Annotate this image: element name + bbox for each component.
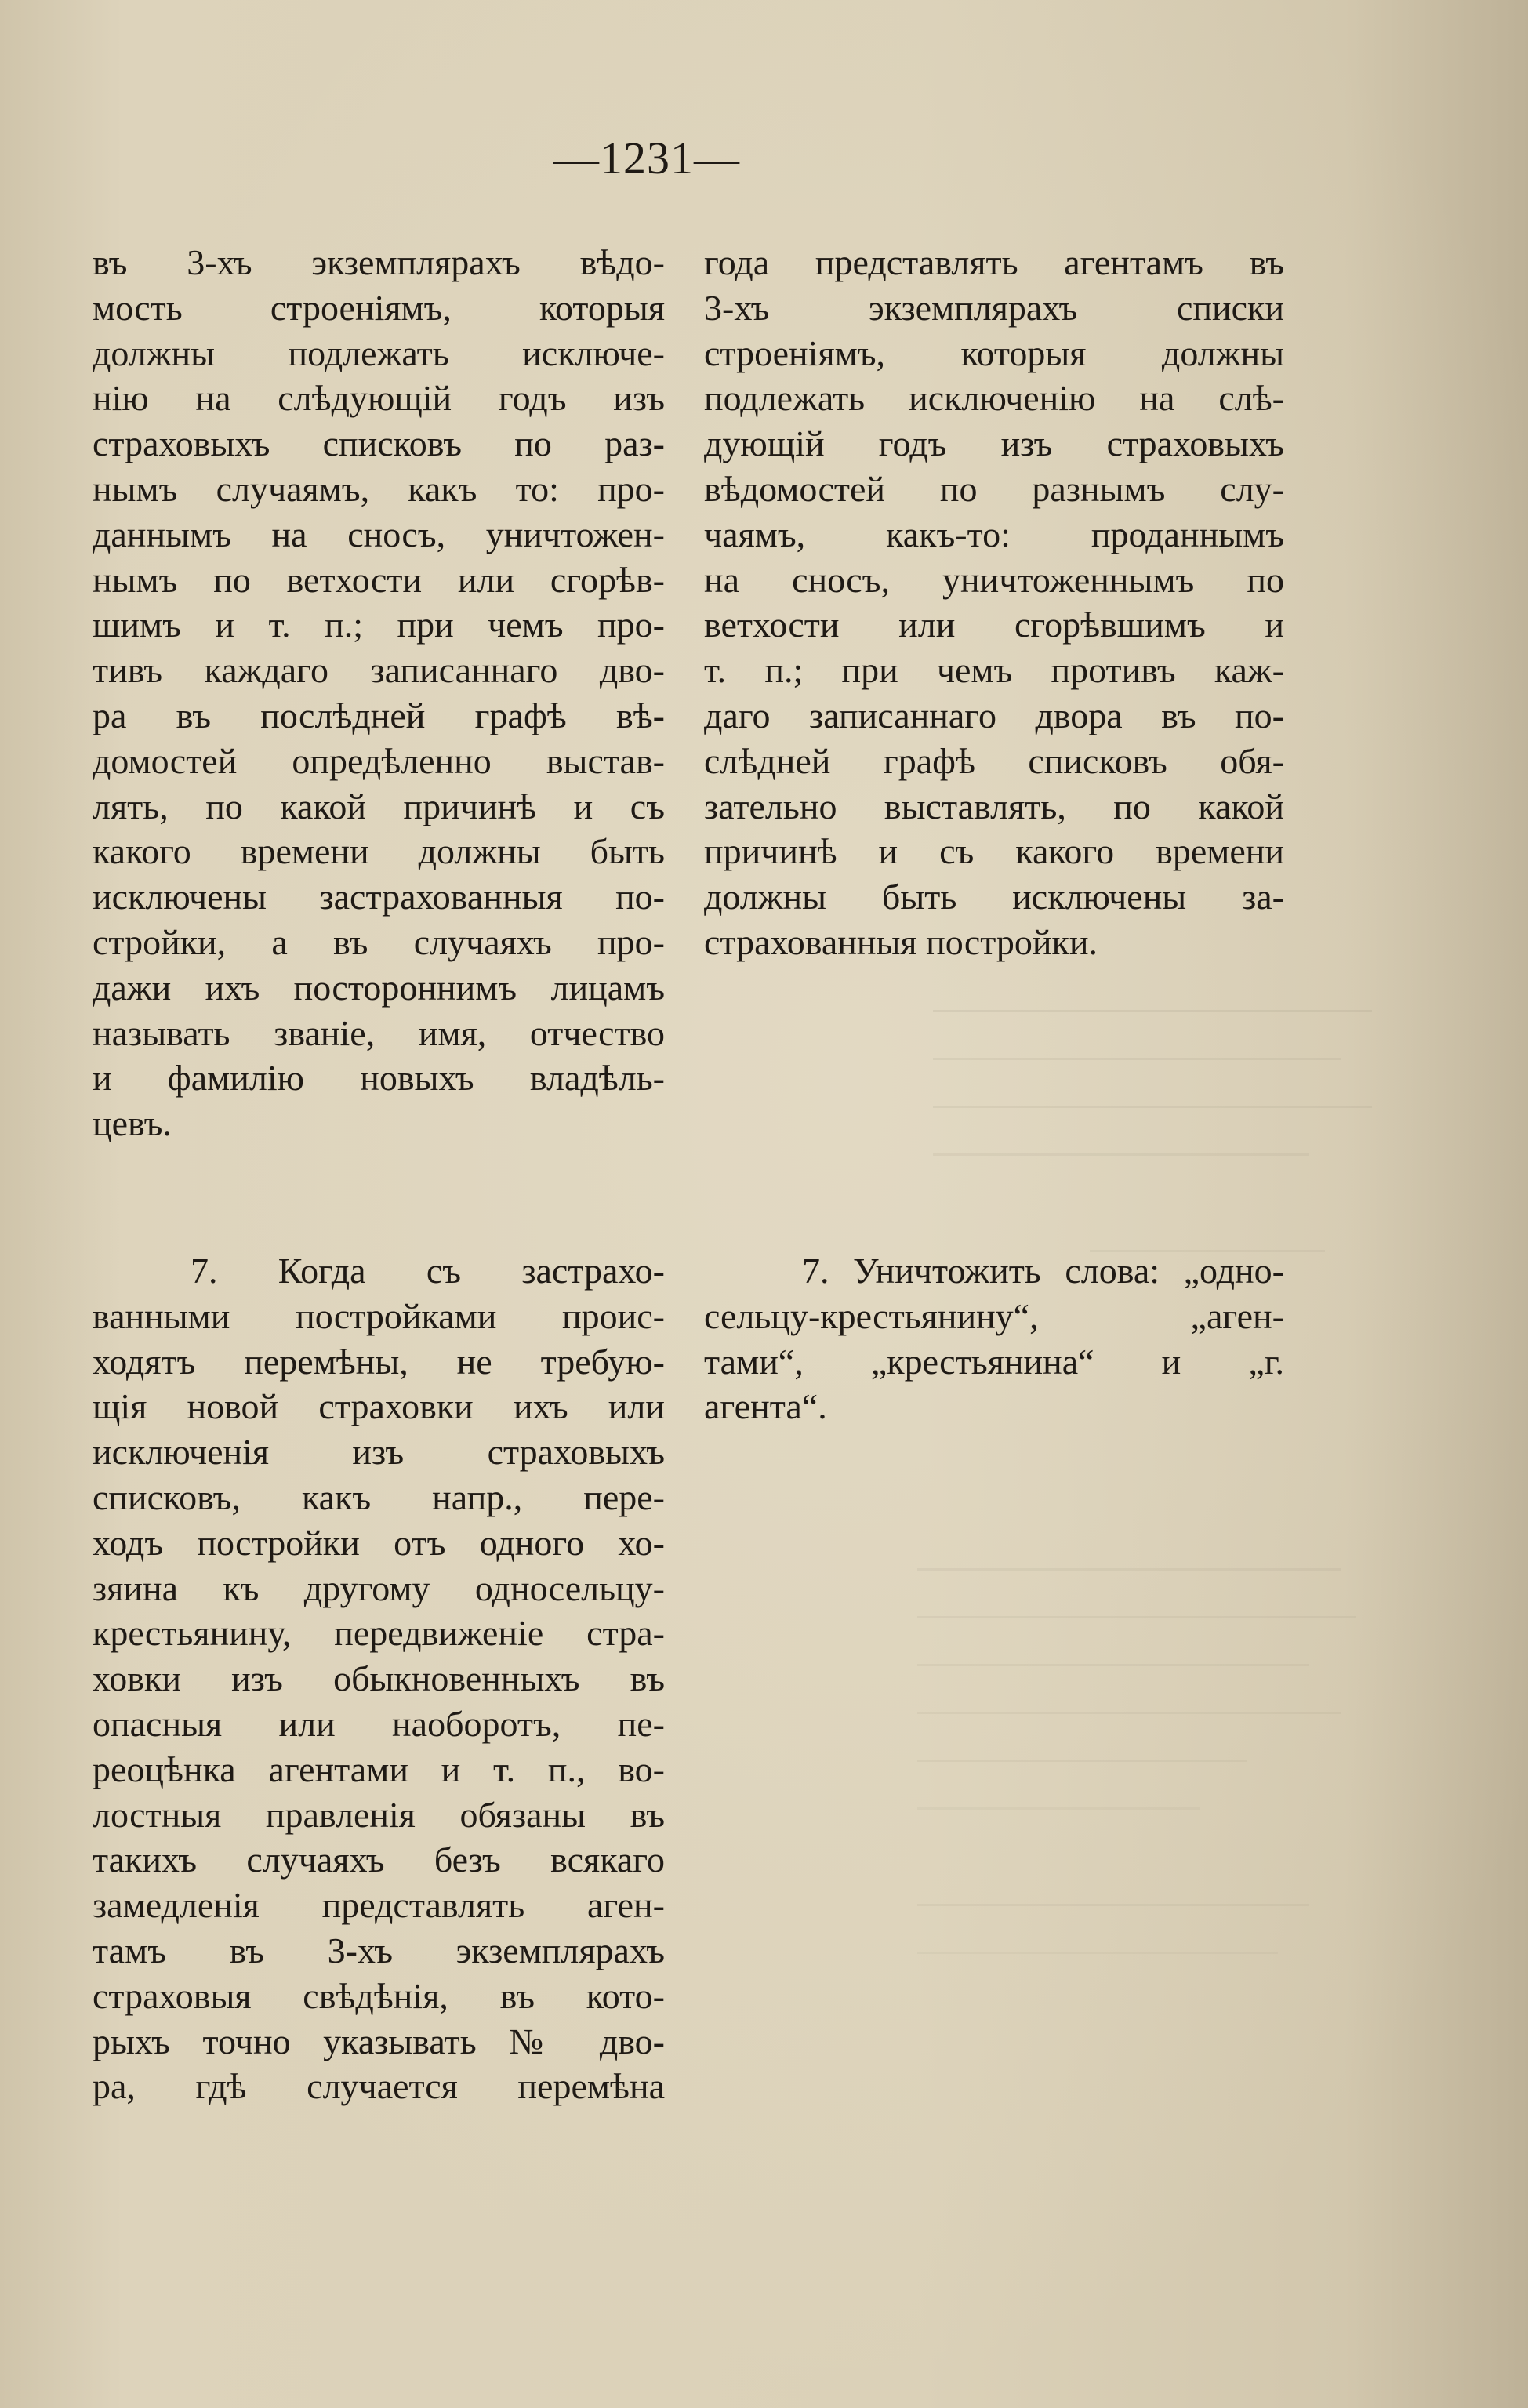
text-line: какого времени должны быть xyxy=(93,831,665,872)
text-line: ванными постройками проис- xyxy=(93,1295,665,1336)
text-line: реоцѣнка агентами и т. п., во- xyxy=(93,1749,665,1789)
text-line: стройки, а въ случаяхъ про- xyxy=(93,921,665,962)
left-paragraph-1 xyxy=(93,240,665,1146)
text-line: т. п.; при чемъ противъ каж- xyxy=(704,650,1284,691)
text-line: ра въ послѣдней графѣ вѣ- xyxy=(93,695,665,735)
text-line: рыхъ точно указывать № дво- xyxy=(93,2021,665,2061)
text-line: замедленія представлять аген- xyxy=(93,1885,665,1926)
text-line: списковъ, какъ напр., пере- xyxy=(93,1476,665,1517)
text-line: ра, гдѣ случается перемѣна xyxy=(93,2066,665,2107)
text-line: ходъ постройки отъ одного хо- xyxy=(93,1522,665,1563)
text-line: 7. Уничтожить слова: „одно- xyxy=(802,1251,1284,1291)
right-paragraph-2 xyxy=(704,1248,1284,1429)
text-line: опасныя или наоборотъ, пе- xyxy=(93,1703,665,1744)
text-line: исключенія изъ страховыхъ xyxy=(93,1432,665,1473)
text-line: исключены застрахованныя по- xyxy=(93,877,665,917)
text-line: даннымъ на сносъ, уничтожен- xyxy=(93,514,665,554)
text-line: нымъ случаямъ, какъ то: про- xyxy=(93,468,665,509)
text-line: шимъ и т. п.; при чемъ про- xyxy=(93,605,665,645)
text-line: лять, по какой причинѣ и съ xyxy=(93,786,665,826)
text-line: должны подлежать исключе- xyxy=(93,332,665,373)
text-line: 3-хъ экземплярахъ списки xyxy=(704,287,1284,328)
text-line: лостныя правленія обязаны въ xyxy=(93,1794,665,1835)
text-line: ходятъ перемѣны, не требую- xyxy=(93,1341,665,1382)
text-line: слѣдней графѣ списковъ обя- xyxy=(704,740,1284,781)
text-line: ветхости или сгорѣвшимъ и xyxy=(704,605,1284,645)
text-line: и фамилію новыхъ владѣль- xyxy=(93,1058,665,1099)
text-line: даго записаннаго двора въ по- xyxy=(704,695,1284,735)
text-line: домостей опредѣленно выстав- xyxy=(93,740,665,781)
text-line: въ 3-хъ экземплярахъ вѣдо- xyxy=(93,242,665,282)
text-line: называть званіе, имя, отчество xyxy=(93,1012,665,1053)
text-line: 7. Когда съ застрахо- xyxy=(191,1251,665,1291)
bleed-through-texture-lower xyxy=(917,1553,1388,2039)
text-line: страхованныя постройки. xyxy=(704,921,1098,962)
text-line: цевъ. xyxy=(93,1103,172,1144)
text-line: должны быть исключены за- xyxy=(704,877,1284,917)
text-line: агента“. xyxy=(704,1386,827,1427)
text-line: зяина къ другому односельцу- xyxy=(93,1567,665,1608)
text-line: крестьянину, передвиженіе стра- xyxy=(93,1613,665,1654)
text-line: дующій годъ изъ страховыхъ xyxy=(704,423,1284,464)
text-line: подлежать исключенію на слѣ- xyxy=(704,378,1284,419)
text-line: страховыя свѣдѣнія, въ кото- xyxy=(93,1975,665,2016)
text-line: нію на слѣдующій годъ изъ xyxy=(93,378,665,419)
text-line: щія новой страховки ихъ или xyxy=(93,1386,665,1427)
text-line: тивъ каждаго записаннаго дво- xyxy=(93,650,665,691)
text-line: чаямъ, какъ-то: проданнымъ xyxy=(704,514,1284,554)
text-line: дажи ихъ постороннимъ лицамъ xyxy=(93,967,665,1008)
left-paragraph-2 xyxy=(93,1248,665,2109)
text-line: тами“, „крестьянина“ и „г. xyxy=(704,1341,1284,1382)
text-line: зательно выставлять, по какой xyxy=(704,786,1284,826)
text-line: тамъ въ 3-хъ экземплярахъ xyxy=(93,1930,665,1970)
text-line: причинѣ и съ какого времени xyxy=(704,831,1284,872)
text-line: сельцу-крестьянину“, „аген- xyxy=(704,1295,1284,1336)
text-line: мость строеніямъ, которыя xyxy=(93,287,665,328)
text-line: страховыхъ списковъ по раз- xyxy=(93,423,665,464)
text-line: на сносъ, уничтоженнымъ по xyxy=(704,559,1284,600)
text-line: такихъ случаяхъ безъ всякаго xyxy=(93,1840,665,1880)
text-line: строеніямъ, которыя должны xyxy=(704,332,1284,373)
right-paragraph-1 xyxy=(704,240,1284,965)
page-number: —1231— xyxy=(553,133,740,183)
text-line: ховки изъ обыкновенныхъ въ xyxy=(93,1658,665,1699)
text-line: вѣдомостей по разнымъ слу- xyxy=(704,468,1284,509)
text-line: нымъ по ветхости или сгорѣв- xyxy=(93,559,665,600)
text-line: года представлять агентамъ въ xyxy=(704,242,1284,282)
